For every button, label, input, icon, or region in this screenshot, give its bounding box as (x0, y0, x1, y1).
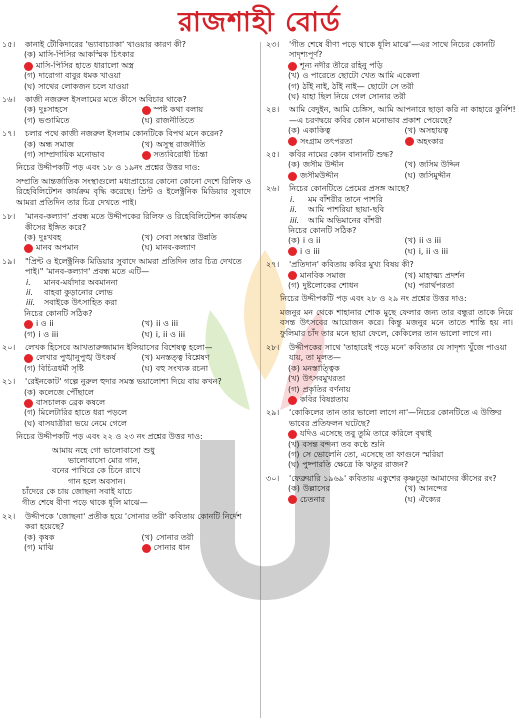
answer-option (24, 319, 138, 329)
answer-option (24, 543, 138, 553)
options (288, 160, 517, 181)
option-label: (খ) (288, 374, 300, 384)
correct-answer-dot (405, 137, 414, 146)
answer-option (405, 495, 518, 505)
option-label: (ক) (288, 126, 300, 136)
answer-option (288, 236, 401, 246)
question-ask: নিচের কোনটি সঠিক? (288, 225, 357, 235)
option-label: (ঘ) (404, 494, 416, 504)
option-text: অন্ধ সমাজ (38, 139, 74, 149)
option-label: (ক) (24, 50, 36, 60)
answer-option (288, 429, 517, 439)
question-18: ১৮। 'মানব-কল্যাণ' প্রবন্ধ মতে উদ্দীপকের রিলিফ ও রিহেবিলিটেশন কার্যক্রম কীসের ইঙ্গিত করে? (ক) দুঃখবহ (খ) সেবা সংস্কার উন্নতি মানব অপমান (ঘ) মানব-কল্যাণ (2, 212, 255, 254)
options (288, 271, 517, 292)
option-label: (খ) (404, 160, 416, 170)
option-label: (খ) (141, 232, 153, 242)
option-text: কৃষক (38, 532, 55, 542)
option-text: আনন্দের (419, 484, 448, 494)
option-label: (গ) (24, 71, 36, 81)
option-text: কবির বিষণ্ণতায় (300, 395, 349, 404)
answer-option (405, 271, 518, 281)
poem-line: গীত শেষে বীণা পড়ে থাকে ধূলি মাঝে— (22, 497, 148, 507)
option-text: জসীমউদ্দীন (300, 170, 339, 180)
option-text: সেবা সংস্কার উন্নতি (156, 232, 217, 242)
option-text: সংগ্রাম তৎপরতা (300, 136, 353, 146)
correct-answer-dot (288, 137, 297, 146)
statement-numeral: ii. (26, 287, 33, 297)
statement (26, 298, 255, 308)
option-label: (ক) (288, 160, 300, 170)
answer-option (288, 395, 517, 405)
poem-line: চাঁদেরে কে চায় জোছনা সবাই যাচে (22, 487, 132, 497)
option-text: মাসি-পিসির হাতে ধারালো অস্ত্র (36, 60, 134, 70)
option-text: সে ভোলেনি তো, এসেছে তা ফাগুনে স্মরিয়া (302, 450, 444, 460)
option-label: (গ) (24, 115, 36, 125)
question-16: ১৬। কাজী নজরুল ইসলামের মতে কীসে অবিচার থাকে? (ক) দুঃসাহসে স্পষ্ট কথা বলায় (গ) ভণ্ডামিতে (ঘ) রাজনীতিতে (2, 95, 255, 126)
answer-option (24, 364, 138, 374)
answer-option (24, 150, 138, 160)
correct-answer-dot (288, 430, 297, 439)
answer-option (288, 137, 401, 147)
answer-option (288, 440, 517, 450)
answer-option (142, 319, 256, 329)
answer-option (24, 243, 138, 253)
option-text: জসিম উদ্দিন (419, 160, 460, 170)
option-label: (গ) (288, 384, 300, 394)
option-label: (খ) (141, 319, 153, 329)
answer-option (24, 353, 138, 363)
answer-option (288, 92, 517, 102)
option-label: (গ) (24, 543, 36, 553)
question-20: ২০। লেখক হিসেবে আখতারুজ্জামান ইলিয়াসের বিশেষত্ব হলো— লেখার পুঙ্খানুপুঙ্খ উৎকর্ষ (খ) মনস্তত্ত্ব বিশ্লেষণ (গ) বিচিত্রধর্মী সৃষ্টি (ঘ) বহু সংখ্যক রচনা (2, 343, 255, 374)
answer-option (288, 281, 401, 291)
answer-option (24, 116, 138, 126)
options (24, 105, 255, 126)
stimulus-passage: মজনুর মন থেকে শাহানার শোক মুছে ফেলার জন্য তার বন্ধুরা তাকে নিয়ে বসন্ত উৎসবের আয়োজন করে। কিন্তু মজনুর মনে তাতে শান্তি হয় না। ফুলিমার চাঁদ তার মনে ছায়া ফেলে, কেকিলের তান ভালো লাগে না। (280, 307, 513, 338)
answer-option (142, 533, 256, 543)
question-24: ২৪। আমি বেদুইন, আমি চেঙ্গিস, আমি আপনারে ছাড়া করি না কাহারে কুর্নিশ!—এ চরণদ্বয়ে কবির কোন মনোভাব প্রকাশ পেয়েছে? (ক) একাকিত্ব (খ) অসহায়ত্ব সংগ্রাম তৎপরতা অহংকার (266, 105, 516, 146)
correct-answer-dot (288, 495, 297, 504)
answer-option (24, 233, 138, 243)
option-text: যদিও এসেছে তবু তুমি তারে করিলে বৃথাই (300, 429, 432, 439)
answer-option (288, 82, 517, 92)
answer-option (142, 243, 256, 253)
answer-option (142, 353, 256, 363)
answer-option (288, 484, 401, 494)
option-text: সাম্প্রদায়িক মনোভাব (38, 150, 105, 160)
option-text: মানবিক সমাজ (300, 270, 346, 280)
options (24, 233, 255, 254)
answer-option (405, 160, 518, 170)
answer-option (288, 61, 517, 71)
option-text: মিলেটারির হাতে ধরা পড়লে (38, 408, 128, 418)
answer-option (288, 160, 401, 170)
question-27: ২৭। 'প্রতিদান' কবিতায় কবির মুখ্য বিষয় কী? মানবিক সমাজ (খ) মাহাত্ম্য প্রদর্শন (গ) দুষ্টলোকের শোধন (ঘ) পরার্থপরতা (266, 260, 517, 291)
statement-numeral: i. (26, 277, 31, 287)
options (24, 533, 255, 554)
poem-line: আমায় নহে গো ভালোবাসো শুধু (52, 445, 155, 455)
statement-numeral: i. (290, 194, 295, 204)
option-text: জসীম উদ্দীন (302, 160, 344, 170)
correct-answer-dot (288, 247, 297, 256)
statement-text: বাহবা কুড়ানোর লোভ (44, 287, 113, 297)
option-label: (খ) (404, 126, 416, 136)
option-text: অহংকার (416, 136, 444, 146)
question-25: ২৫। কবির নামের কোন বানানটি শুদ্ধ? (ক) জসীম উদ্দীন (খ) জসিম উদ্দিন জসীমউদ্দীন (ঘ) জসিমুদ্দীন (266, 150, 517, 181)
statement (290, 216, 517, 226)
correct-answer-dot (24, 320, 33, 329)
option-label: (ক) (288, 363, 300, 373)
option-text: দুঃসাহসে (38, 105, 68, 115)
answer-option (288, 247, 401, 257)
option-text: ভণ্ডামিতে (38, 115, 70, 125)
option-text: বাসযাত্রীরা ভয়ে নেমে গেলে (38, 418, 127, 428)
column-divider (260, 42, 261, 718)
instruction: নিচের উদ্দীপকটি পড় এবং ২৮ ও ২৯ নং প্রশ্নের উত্তর দাও: (280, 294, 467, 304)
question-28: ২৮। উদ্দীপকের সাথে 'তাহারেই পড়ে মনে' কবিতার যে সাদৃশ্য খুঁজে পাওয়া যায়, তা মূলত— (ক) মনস্তাত্ত্বিক (খ) উৎসবমুখরতা (গ) প্রকৃতির বর্ণনায় কবির বিষণ্ণতায় (266, 343, 517, 405)
option-text: সাথের লোকজন চলে যাওয়া (38, 81, 129, 91)
option-label: (ঘ) (141, 115, 153, 125)
option-text: প্রকৃতির বর্ণনায় (302, 384, 351, 394)
option-text: i ও iii (300, 246, 320, 256)
answer-option (24, 50, 255, 60)
answer-option (405, 126, 518, 136)
options (24, 319, 255, 340)
answer-option (288, 171, 401, 181)
option-text: বিচিত্রধর্মী সৃষ্টি (38, 363, 84, 373)
option-text: যাহা ছিল নিয়ে গেল সোনার তরী (302, 92, 406, 102)
option-text: দারোগা বাবুর ধমক খাওয়া (38, 71, 121, 81)
answer-option (24, 533, 138, 543)
statement (26, 278, 255, 288)
option-label: (ঘ) (24, 81, 36, 91)
answer-option (405, 281, 518, 291)
answer-option (142, 116, 256, 126)
correct-answer-dot (142, 106, 151, 115)
option-text: উল্লাসের (302, 484, 330, 494)
option-label: (খ) (404, 236, 416, 246)
option-label: (গ) (288, 81, 300, 91)
option-text: ii ও iii (419, 236, 442, 246)
page-title: রাজশাহী বোর্ড (178, 7, 341, 38)
question-ask: নিচের কোনটি সঠিক? (24, 308, 93, 318)
option-label: (ক) (24, 232, 36, 242)
option-text: অসহায়ত্ব (419, 126, 449, 136)
option-text: সোনার তরী (156, 532, 194, 542)
option-label: (ক) (24, 387, 36, 397)
option-label: (ঘ) (288, 92, 300, 102)
answer-option (24, 82, 255, 92)
answer-option (288, 71, 517, 81)
option-text: i ও ii (36, 319, 54, 329)
answer-option (24, 398, 255, 408)
option-label: (ঘ) (141, 329, 153, 339)
correct-answer-dot (288, 62, 297, 71)
answer-option (24, 330, 138, 340)
option-label: (ঘ) (404, 280, 416, 290)
answer-option (24, 71, 255, 81)
answer-option (24, 388, 255, 398)
question-29: ২৯। 'কোকিলের তান তার ভালো লাগে না'—নিচের কোনটিতে এ উক্তির ভাবের প্রতিফলন ঘটেছে? যদিও এসেছে তবু তুমি তারে করিলে বৃথাই (খ) বসন্ত বন্দনা তব কণ্ঠে শুনি (গ) সে ভোলেনি তো, এসেছে তা ফাগুনে স্মরিয়া (ঘ) পুষ্পারতি ক্ষেত্রে কি ঋতুর রাজন? (266, 408, 517, 470)
answer-option (288, 385, 517, 395)
option-text: একাকিত্ব (302, 126, 331, 136)
option-text: সত্যবিরোধী চিন্তা (153, 150, 208, 160)
answer-option (288, 460, 517, 470)
answer-option (288, 374, 517, 384)
answer-option (405, 171, 518, 181)
instruction: নিচের উদ্দীপকটি পড় এবং ২২ ও ২৩ নং প্রশ্নের উত্তর দাও: (16, 432, 203, 442)
answer-option (24, 105, 138, 115)
statement-numeral: iii. (26, 298, 36, 308)
answer-option (288, 271, 401, 281)
option-text: পরার্থপরতা (418, 280, 455, 290)
left-column (2, 40, 255, 557)
option-label: (ঘ) (288, 460, 300, 470)
option-text: রাজনীতিতে (155, 115, 195, 125)
option-text: কলেজে পৌঁছালে (38, 387, 94, 397)
options (288, 126, 517, 147)
option-text: মাসি-পিসির আকস্মিক চিৎকার (38, 50, 135, 60)
statements (26, 278, 255, 309)
question-19: ১৯। "প্রিন্ট ও ইলেক্ট্রনিক মিডিয়ার সুবাদে আমরা প্রতিদিন তার চিত্র দেখতে পাই।" 'মানব-কল্যাণ' প্রবন্ধ মতে এটি— i. মানব-মর্যাদার অবমাননা ii. বাহবা কুড়ানোর লোভ iii. সবাইকে উৎসাহিত করা নিচের কোনটি সঠিক? i ও ii (খ) ii ও iii (গ) i ও iii (ঘ) i, ii ও iii (2, 257, 255, 340)
option-text: লেখার পুঙ্খানুপুঙ্খ উৎকর্ষ (36, 353, 116, 363)
stimulus-passage: সম্প্রতি আন্তর্জাতিক সংস্থাগুলো মধ্যপ্রাচ্যের কোনো কোনো দেশে রিলিফ ও রিহেবিলিটেশন কার্যক্রম বৃদ্ধি করেছে। প্রিন্ট ও ইলেক্ট্রনিক মিডিয়ার সুবাদে আমরা প্রতিদিন তার চিত্র দেখতে পাই। (16, 176, 251, 207)
statement-text: সবাইকে উৎসাহিত করা (44, 298, 118, 308)
option-text: ঠাঁই নাই, ঠাঁই নাই— ছোটো সে তরী (302, 81, 414, 91)
option-label: (গ) (24, 150, 36, 160)
correct-answer-dot (142, 151, 151, 160)
option-label: (ঘ) (141, 243, 153, 253)
correct-answer-dot (288, 396, 297, 405)
option-text: i, ii ও iii (418, 246, 449, 256)
correct-answer-dot (24, 244, 33, 253)
correct-answer-dot (24, 62, 33, 71)
options (288, 484, 517, 505)
statements (290, 195, 517, 226)
question-text: কানাই টৌকিদারের 'ভ্যাবাচ্যাকা' খাওয়ার কারণ কী? (25, 40, 187, 49)
option-text: i ও ii (302, 236, 321, 246)
option-label: (খ) (404, 484, 416, 494)
options (288, 61, 517, 103)
option-label: (ঘ) (404, 246, 416, 256)
options (288, 236, 517, 257)
answer-option (142, 140, 256, 150)
option-text: বাসচালক ব্রেক কষলে (36, 398, 106, 407)
answer-option (288, 495, 401, 505)
option-text: মানব অপমান (36, 243, 79, 253)
option-text: মাহাত্ম্য প্রদর্শন (419, 270, 465, 280)
option-text: i ও iii (38, 329, 59, 339)
options (24, 388, 255, 430)
question-17: ১৭। চলার পথে কাজী নজরুল ইসলাম কোনটিকে বিপথ মনে করেন? (ক) অন্ধ সমাজ (খ) অসুস্থ রাজনীতি (গ) সাম্প্রদায়িক মনোভাব সত্যবিরোধী চিন্তা (2, 129, 255, 160)
answer-option (24, 61, 255, 71)
option-label: (খ) (288, 439, 300, 449)
answer-option (142, 364, 256, 374)
answer-option (142, 330, 256, 340)
option-text: মাঝি (38, 543, 54, 553)
option-text: মনস্তত্ত্ব বিশ্লেষণ (156, 353, 210, 363)
options (24, 353, 255, 374)
statement (290, 205, 517, 215)
statement-text: মানব-মর্যাদার অবমাননা (44, 277, 118, 287)
option-label: (ক) (288, 484, 300, 494)
correct-answer-dot (142, 544, 151, 553)
statement-text: আমি অভিমানের বাঁশরী (308, 215, 382, 225)
answer-option (142, 105, 256, 115)
question-22: ২২। উদ্দীপকে 'জোছনা' প্রতীক হয়ে 'সোনার তরী' কবিতায় কোনটি নির্দেশ করা হয়েছে? (ক) কৃষক (খ) সোনার তরী (গ) মাঝি সোনার ধান (2, 512, 255, 554)
option-text: দুষ্টলোকের শোধন (302, 280, 359, 290)
option-label: (খ) (141, 532, 153, 542)
option-text: উৎসবমুখরতা (302, 374, 346, 384)
option-text: ও পারেতে ছোটো খেত আমি একেলা (302, 71, 420, 81)
option-text: বহু সংখ্যক রচনা (155, 363, 209, 373)
question-23: ২৩। 'গীত শেষে বীণা পড়ে থাকে ধূলি মাঝে'—এর সাথে নিচের কোনটি সাদৃশ্যপূর্ণ? শূন্য নদীর তীরে রহিনু পড়ি (খ) ও পারেতে ছোটো খেত আমি একেলা (গ) ঠাঁই নাই, ঠাঁই নাই— ছোটো সে তরী (ঘ) যাহা ছিল নিয়ে গেল সোনার তরী (266, 40, 517, 102)
option-label: (খ) (141, 353, 153, 363)
answer-option (142, 233, 256, 243)
option-text: জসিমুদ্দীন (418, 170, 451, 180)
statement-numeral: iii. (290, 215, 300, 225)
option-label: (গ) (24, 363, 36, 373)
option-text: সোনার ধান (153, 543, 190, 553)
option-text: চেতনার (300, 494, 326, 504)
option-label: (ক) (24, 139, 36, 149)
option-text: বসন্ত বন্দনা তব কণ্ঠে শুনি (302, 439, 385, 449)
statement (290, 195, 517, 205)
options (288, 364, 517, 406)
answer-option (288, 126, 401, 136)
option-text: মানব-কল্যাণ (155, 243, 196, 253)
answer-option (405, 484, 518, 494)
answer-option (24, 419, 255, 429)
option-text: পুষ্পারতি ক্ষেত্রে কি ঋতুর রাজন? (302, 460, 409, 470)
poem-line: ভালোবাসো মোর গান, (68, 456, 140, 466)
correct-answer-dot (288, 172, 297, 181)
poem-line: বনের পাখিরে কে চিনে রাখে (52, 466, 141, 476)
option-text: ii ও iii (156, 319, 179, 329)
stimulus-poem (22, 445, 255, 508)
question-21: ২১। 'রেইনকোট' গল্পে নুরুল হুদার সমস্ত ভয়ালোশা দিয়ে বায় কখন? (ক) কলেজে পৌঁছালে বাসচালক ব্রেক কষলে (গ) মিলেটারির হাতে ধরা পড়লে (ঘ) বাসযাত্রীরা ভয়ে নেমে গেলে (2, 377, 255, 429)
question-30: ৩০। 'ফেব্রুয়ারি ১৯৬৯' কবিতায় একুশের কৃষ্ণচূড়া আমাদের কীসের রং? (ক) উল্লাসের (খ) আনন্দের চেতনার (ঘ) ঐক্যের (266, 474, 517, 505)
option-text: স্পষ্ট কথা বলায় (153, 105, 204, 115)
options (24, 50, 255, 92)
answer-option (405, 137, 518, 147)
answer-option (142, 543, 256, 553)
answer-option (405, 247, 518, 257)
answer-option (24, 140, 138, 150)
instruction: নিচের উদ্দীপকটি পড় এবং ১৮ ও ১৯নং প্রশ্নের উত্তর দাও: (16, 163, 201, 173)
option-text: মনস্তাত্ত্বিক (302, 363, 340, 373)
option-label: (ঘ) (141, 363, 153, 373)
option-text: দুঃখবহ (38, 232, 62, 242)
option-label: (গ) (24, 408, 36, 418)
correct-answer-dot (288, 271, 297, 280)
correct-answer-dot (24, 399, 33, 408)
option-label: (গ) (24, 329, 36, 339)
option-label: (ক) (24, 105, 36, 115)
answer-option (288, 364, 517, 374)
statement-text: আমি পাশরিয়া ছায়া-ছবি (308, 205, 385, 215)
option-label: (খ) (404, 270, 416, 280)
option-text: ঐক্যের (418, 494, 441, 504)
statement-text: মম বাঁশরীর তানে পাশরি (308, 194, 383, 204)
option-label: (ঘ) (404, 170, 416, 180)
option-label: (গ) (288, 450, 300, 460)
answer-option (288, 450, 517, 460)
option-label: (ক) (288, 236, 300, 246)
option-text: শূন্য নদীর তীরে রহিনু পড়ি (300, 60, 383, 70)
answer-option (142, 150, 256, 160)
right-column (266, 40, 517, 508)
statement-numeral: ii. (290, 205, 297, 215)
option-text: i, ii ও iii (155, 329, 186, 339)
correct-answer-dot (24, 354, 33, 363)
option-label: (ঘ) (24, 418, 36, 428)
options (288, 429, 517, 471)
answer-option (24, 408, 255, 418)
option-label: (ক) (24, 532, 36, 542)
answer-option (405, 236, 518, 246)
option-label: (গ) (288, 280, 300, 290)
option-label: (খ) (141, 139, 153, 149)
poem-line: গান হলে অবসান। (68, 476, 126, 486)
option-label: (খ) (288, 71, 300, 81)
question-15: ১৫। কানাই টৌকিদারের 'ভ্যাবাচ্যাকা' খাওয়ার কারণ কী? (ক) মাসি-পিসির আকস্মিক চিৎকার মাসি-পিসির হাতে ধারালো অস্ত্র (গ) দারোগা বাবুর ধমক খাওয়া (ঘ) সাথের লোকজন চলে যাওয়া (2, 40, 255, 92)
statement (26, 288, 255, 298)
question-26: ২৬। নিচের কোনটিতে প্রেমের প্রসঙ্গ আছে? i. মম বাঁশরীর তানে পাশরি ii. আমি পাশরিয়া ছায়া-ছবি iii. আমি অভিমানের বাঁশরী নিচের কোনটি সঠিক? (ক) i ও ii (খ) ii ও iii i ও iii (ঘ) i, ii ও iii (266, 184, 517, 257)
options (24, 140, 255, 161)
option-text: অসুস্থ রাজনীতি (156, 139, 206, 149)
